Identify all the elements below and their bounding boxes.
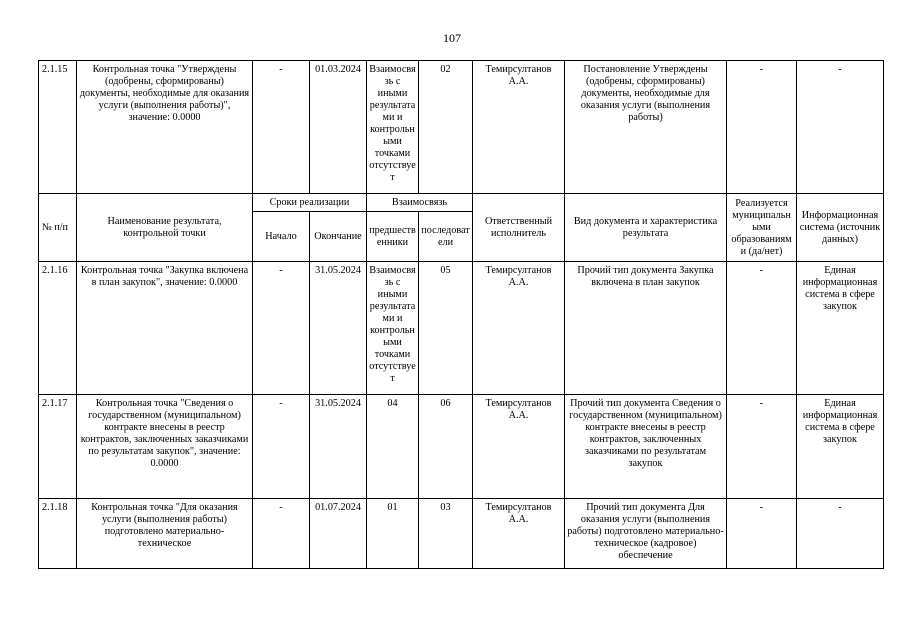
header-name: Наименование результата, контрольной точки <box>77 194 253 262</box>
start-date: - <box>253 499 310 569</box>
page-number: 107 <box>443 31 461 45</box>
header-links: Взаимосвязь <box>367 194 473 212</box>
successors: 03 <box>419 499 473 569</box>
successors: 05 <box>419 262 473 395</box>
predecessors: Взаимосвязь с иными результатами и контрольными точками отсутствует <box>367 262 419 395</box>
start-date: - <box>253 61 310 194</box>
table-row <box>39 395 884 499</box>
plan-table <box>38 60 884 569</box>
successors: 06 <box>419 395 473 499</box>
result-name: Контрольная точка "Утверждены (одобрены, сформированы) документы, необходимые для оказания услуги (выполнения работы)", значение: 0.0000 <box>77 61 253 194</box>
row-number: 2.1.16 <box>39 262 77 395</box>
header-end: Окончание <box>310 212 367 262</box>
end-date: 01.03.2024 <box>310 61 367 194</box>
successors: 02 <box>419 61 473 194</box>
responsible: Темирсултанов А.А. <box>473 395 565 499</box>
municipal-flag: - <box>727 395 797 499</box>
info-system: - <box>797 61 884 194</box>
municipal-flag: - <box>727 499 797 569</box>
row-number: 2.1.15 <box>39 61 77 194</box>
table-row <box>39 499 884 569</box>
document-type: Прочий тип документа Сведения о государственном (муниципальном) контракте внесены в реестр контрактов, заключенных заказчиками по результатам закупок <box>565 395 727 499</box>
header-municipal: Реализуется муниципальными образованиями (да/нет) <box>727 194 797 262</box>
row-number: 2.1.18 <box>39 499 77 569</box>
responsible: Темирсултанов А.А. <box>473 262 565 395</box>
info-system: Единая информационная система в сфере закупок <box>797 262 884 395</box>
row-number: 2.1.17 <box>39 395 77 499</box>
end-date: 01.07.2024 <box>310 499 367 569</box>
result-name: Контрольная точка "Закупка включена в план закупок", значение: 0.0000 <box>77 262 253 395</box>
info-system: Единая информационная система в сфере закупок <box>797 395 884 499</box>
document-type: Постановление Утверждены (одобрены, сформированы) документы, необходимые для оказания услуги (выполнения работы) <box>565 61 727 194</box>
document-type: Прочий тип документа Закупка включена в план закупок <box>565 262 727 395</box>
header-info-system: Информационная система (источник данных) <box>797 194 884 262</box>
end-date: 31.05.2024 <box>310 262 367 395</box>
municipal-flag: - <box>727 61 797 194</box>
result-name: Контрольная точка "Сведения о государственном (муниципальном) контракте внесены в реестр контрактов, заключенных заказчиками по результатам закупок", значение: 0.0000 <box>77 395 253 499</box>
header-successors: последователи <box>419 212 473 262</box>
header-num: № п/п <box>39 194 77 262</box>
responsible: Темирсултанов А.А. <box>473 61 565 194</box>
header-responsible: Ответственный исполнитель <box>473 194 565 262</box>
responsible: Темирсултанов А.А. <box>473 499 565 569</box>
predecessors: Взаимосвязь с иными результатами и контрольными точками отсутствует <box>367 61 419 194</box>
header-terms: Сроки реализации <box>253 194 367 212</box>
header-predecessors: предшественники <box>367 212 419 262</box>
start-date: - <box>253 395 310 499</box>
predecessors: 04 <box>367 395 419 499</box>
document-type: Прочий тип документа Для оказания услуги (выполнения работы) подготовлено материально-техническое (кадровое) обеспечение <box>565 499 727 569</box>
table-row <box>39 262 884 395</box>
start-date: - <box>253 262 310 395</box>
header-doc-type: Вид документа и характеристика результата <box>565 194 727 262</box>
table-row <box>39 61 884 194</box>
result-name: Контрольная точка "Для оказания услуги (выполнения работы) подготовлено материально-техническое <box>77 499 253 569</box>
info-system: - <box>797 499 884 569</box>
end-date: 31.05.2024 <box>310 395 367 499</box>
predecessors: 01 <box>367 499 419 569</box>
header-row-top <box>39 194 884 212</box>
header-start: Начало <box>253 212 310 262</box>
municipal-flag: - <box>727 262 797 395</box>
